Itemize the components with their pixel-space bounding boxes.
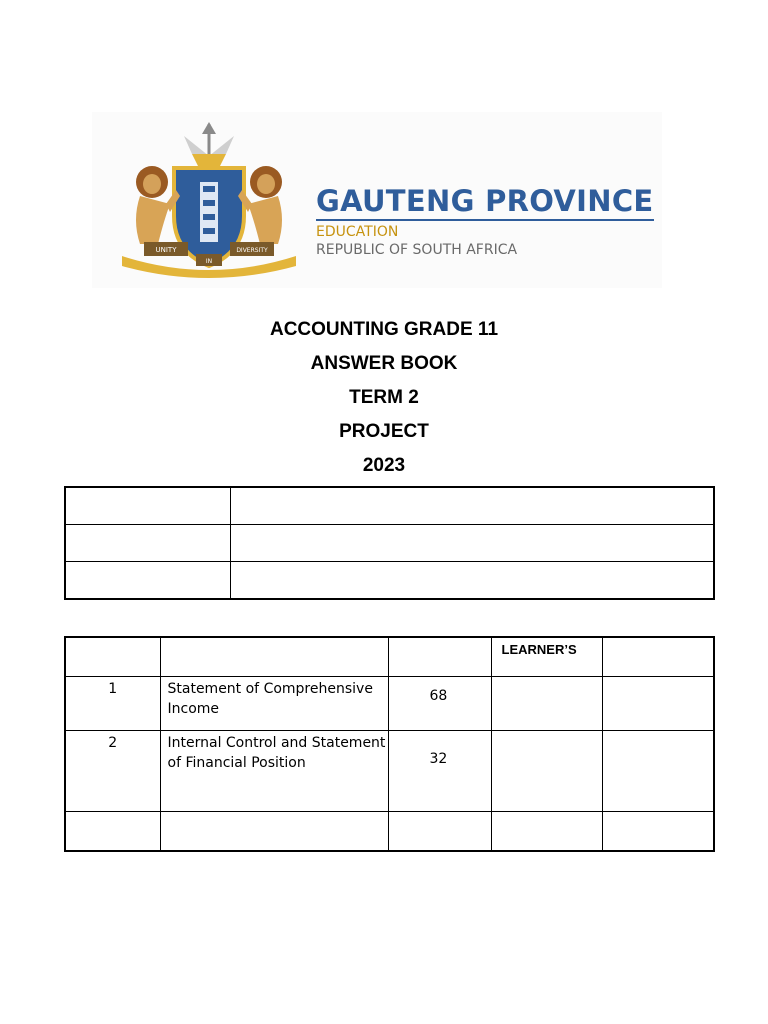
learner-marks-header: LEARNER’S xyxy=(491,637,602,677)
term-title: TERM 2 xyxy=(349,387,419,408)
table-row xyxy=(65,731,714,812)
header-cell xyxy=(160,637,388,677)
svg-text:DIVERSITY: DIVERSITY xyxy=(236,247,268,254)
details-label-cell xyxy=(65,562,230,600)
province-name: GAUTENG PROVINCE xyxy=(316,184,654,221)
svg-text:UNITY: UNITY xyxy=(155,246,177,254)
subject-title: ACCOUNTING GRADE 11 xyxy=(269,319,499,340)
header-cell xyxy=(602,637,714,677)
header-logo-area xyxy=(92,112,662,288)
total-row xyxy=(65,812,714,852)
header-cell xyxy=(388,637,491,677)
svg-text:IN: IN xyxy=(205,258,213,265)
details-label-cell xyxy=(65,525,230,562)
details-value-cell[interactable] xyxy=(230,487,714,525)
blank-cell[interactable] xyxy=(602,731,714,812)
header-cell xyxy=(65,637,160,677)
learner-marks-cell[interactable] xyxy=(491,677,602,731)
table-row xyxy=(65,562,714,600)
document-titles xyxy=(0,316,768,486)
table-row xyxy=(65,677,714,731)
max-marks: 68 xyxy=(388,677,491,731)
blank-cell xyxy=(388,812,491,852)
coat-of-arms-icon xyxy=(114,120,304,282)
details-value-cell[interactable] xyxy=(230,562,714,600)
learner-marks-cell[interactable] xyxy=(491,731,602,812)
blank-cell[interactable] xyxy=(602,677,714,731)
country-name: REPUBLIC OF SOUTH AFRICA xyxy=(316,242,518,258)
task-title: PROJECT xyxy=(339,421,429,442)
department-name: EDUCATION xyxy=(316,224,399,240)
blank-cell xyxy=(65,812,160,852)
details-value-cell[interactable] xyxy=(230,525,714,562)
details-label-cell xyxy=(65,487,230,525)
book-title: ANSWER BOOK xyxy=(310,353,458,374)
learner-details-table xyxy=(64,486,715,600)
marks-table xyxy=(64,636,715,852)
blank-cell[interactable] xyxy=(602,812,714,852)
table-row xyxy=(65,487,714,525)
blank-cell xyxy=(160,812,388,852)
table-row xyxy=(65,525,714,562)
max-marks: 32 xyxy=(388,731,491,812)
province-wordmark xyxy=(316,184,654,259)
question-number: 1 xyxy=(65,677,160,731)
question-description: Internal Control and Statement of Financial Position xyxy=(160,731,388,812)
question-number: 2 xyxy=(65,731,160,812)
question-description: Statement of Comprehensive Income xyxy=(160,677,388,731)
learner-total-cell[interactable] xyxy=(491,812,602,852)
marks-header-row xyxy=(65,637,714,677)
year-title: 2023 xyxy=(362,455,406,476)
